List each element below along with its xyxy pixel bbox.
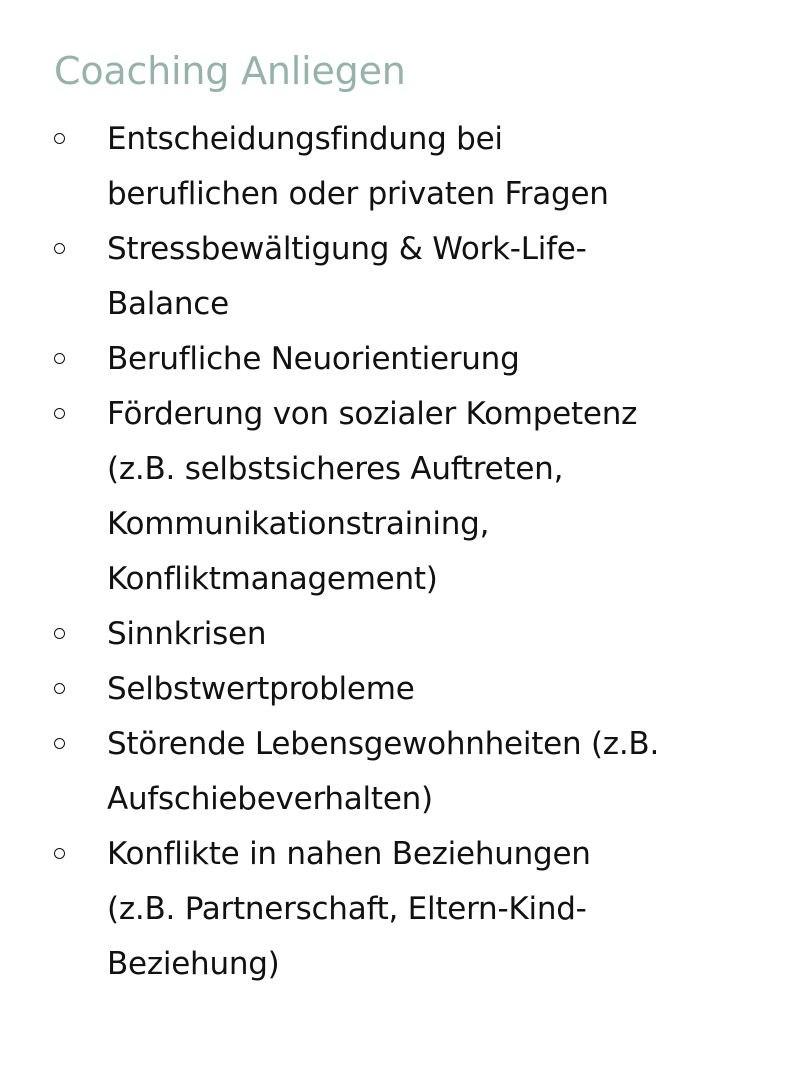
coaching-topics-list: [54, 112, 754, 992]
list-item: [54, 607, 754, 662]
list-item-line: Förderung von sozialer Kompetenz: [107, 396, 638, 432]
list-item: [54, 112, 754, 222]
page-title: Coaching Anliegen: [54, 49, 406, 93]
list-item-line: Berufliche Neuorientierung: [107, 341, 520, 377]
list-item-line: Aufschiebeverhalten): [107, 781, 433, 817]
list-item-line: Konflikte in nahen Beziehungen: [107, 836, 591, 872]
list-item-line: Kommunikationstraining,: [107, 506, 490, 542]
list-item: [54, 827, 754, 992]
list-item-line: beruflichen oder privaten Fragen: [107, 176, 609, 212]
list-item: [54, 222, 754, 332]
list-item-line: Selbstwertprobleme: [107, 671, 415, 707]
list-item-line: Stressbewältigung & Work-Life-: [107, 231, 587, 267]
list-item-line: (z.B. Partnerschaft, Eltern-Kind-: [107, 891, 587, 927]
list-item-line: Konfliktmanagement): [107, 561, 438, 597]
list-item: [54, 717, 754, 827]
list-item-line: Balance: [107, 286, 229, 322]
list-item: [54, 387, 754, 607]
circle-bullet-icon: [54, 133, 65, 144]
list-item-line: Sinnkrisen: [107, 616, 267, 652]
circle-bullet-icon: [54, 848, 65, 859]
circle-bullet-icon: [54, 243, 65, 254]
list-item-line: Beziehung): [107, 946, 280, 982]
circle-bullet-icon: [54, 353, 65, 364]
list-item: [54, 662, 754, 717]
list-item-line: Entscheidungsfindung bei: [107, 121, 503, 157]
circle-bullet-icon: [54, 738, 65, 749]
content-area: [54, 42, 754, 992]
list-item: [54, 332, 754, 387]
circle-bullet-icon: [54, 683, 65, 694]
circle-bullet-icon: [54, 408, 65, 419]
circle-bullet-icon: [54, 628, 65, 639]
list-item-line: (z.B. selbstsicheres Auftreten,: [107, 451, 564, 487]
list-item-line: Störende Lebensgewohnheiten (z.B.: [107, 726, 660, 762]
